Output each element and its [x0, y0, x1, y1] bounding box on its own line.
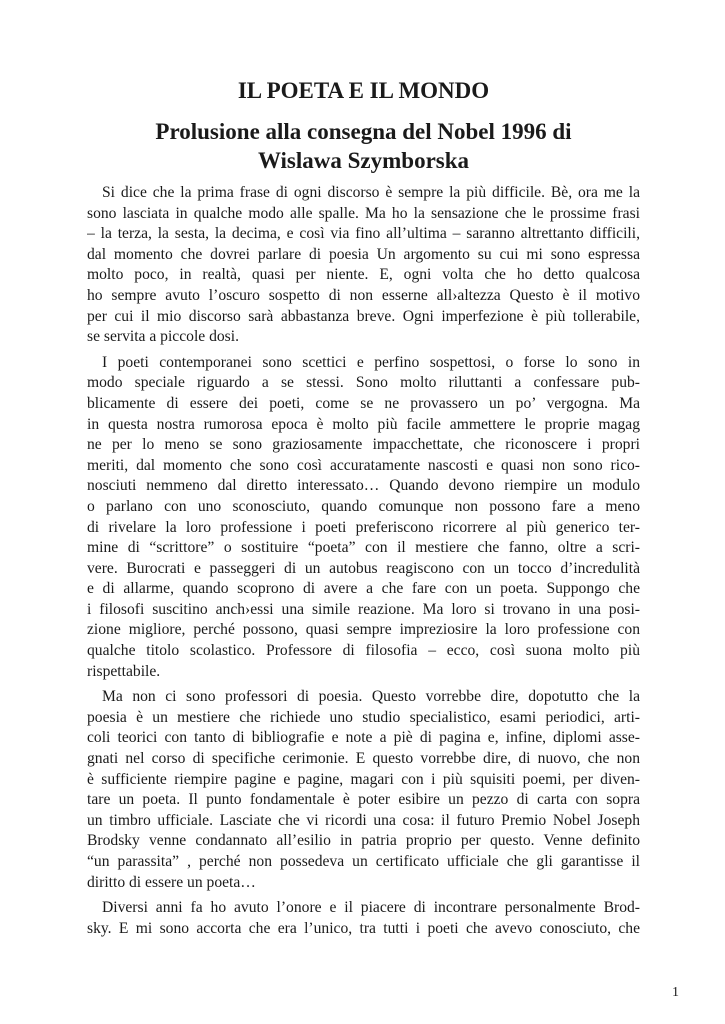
- text-line: vere. Burocrati e passeggeri di un autobus reagiscono con un tocco d’incredulità: [87, 559, 640, 577]
- text-line: blicamente di essere dei poeti, come se ne provassero un po’ vergogna. Ma: [87, 394, 640, 412]
- text-line: qualche titolo scolastico. Professore di filosofia – ecco, così suona molto più: [87, 642, 640, 660]
- text-line: “un parassita” , perché non possedeva un certificato ufficiale che gli garantisse il: [87, 853, 640, 870]
- text-line: e di allarme, quando scoprono di avere a che fare con un poeta. Suppongo che: [87, 580, 640, 598]
- text-line: modo speciale riguardo a se stessi. Sono molto riluttanti a confessare pub-: [87, 374, 640, 392]
- text-line: sky. E mi sono accorta che era l’unico, tra tutti i poeti che avevo conosciuto, che: [87, 919, 640, 937]
- text-line: rispettabile.: [87, 662, 161, 680]
- paragraph: [87, 687, 640, 893]
- document-title: IL POETA E IL MONDO: [237, 78, 490, 103]
- text-line: diritto di essere un poeta…: [87, 873, 256, 891]
- paragraph: [87, 183, 640, 348]
- page-number: 1: [672, 985, 679, 1000]
- text-line: gnati nel corso di specifiche cerimonie. E questo vorrebbe dire, di nuovo, che non: [87, 750, 640, 768]
- text-line: Si dice che la prima frase di ogni discorso è sempre la più difficile. Bè, ora me la: [102, 184, 640, 201]
- text-line: zione migliore, perché possono, quasi sempre impreziosire la loro professione con: [87, 621, 640, 639]
- text-line: ho sempre avuto l’oscuro sospetto di non esserne all›altezza Questo è il motivo: [87, 286, 640, 304]
- text-line: se servita a piccole dosi.: [87, 328, 239, 346]
- text-line: Ma non ci sono professori di poesia. Questo vorrebbe dire, dopotutto che la: [102, 688, 640, 706]
- paragraph: [87, 898, 640, 939]
- text-line: mine di “scrittore” o sostituire “poeta” con il mestiere che fanno, oltre a scri-: [87, 539, 640, 557]
- text-line: o parlano con uno sconosciuto, quando comunque non possono fare a meno: [87, 497, 640, 515]
- text-line: Brodsky venne condannato all’esilio in patria proprio per questo. Venne definito: [87, 832, 640, 850]
- text-line: nosciuti nemmeno dal diretto interessato… Quando devono riempire un modulo: [87, 477, 640, 495]
- text-line: dal momento che dovrei parlare di poesia Un argomento su cui mi sono espressa: [87, 245, 640, 263]
- text-line: meriti, dal momento che sono così accuratamente nascosti e quasi non sono rico-: [87, 456, 640, 474]
- body-text: [87, 183, 640, 939]
- document-page: [87, 76, 640, 944]
- subtitle-line: Wislawa Szymborska: [257, 148, 470, 173]
- text-line: – la terza, la sesta, la decima, e così via fino all’ultima – saranno altrettanto difficili,: [87, 225, 640, 243]
- text-line: per cui il mio discorso sarà abbastanza breve. Ogni imperfezione è più tollerabile,: [87, 307, 640, 325]
- text-line: in questa nostra rumorosa epoca è molto più facile ammettere le proprie magag: [87, 415, 640, 433]
- text-line: poesia è un mestiere che richiede uno studio specialistico, esami periodici, arti-: [87, 708, 640, 726]
- text-line: è sufficiente riempire pagine e pagine, magari con i più squisiti poemi, per diven-: [87, 770, 640, 788]
- text-line: un timbro ufficiale. Lasciate che vi ricordi una cosa: il futuro Premio Nobel Joseph: [87, 811, 640, 829]
- text-line: molto poco, in realtà, quasi per niente. E, ogni volta che ho detto qualcosa: [87, 266, 640, 284]
- text-line: I poeti contemporanei sono scettici e perfino sospettosi, o forse lo sono in: [102, 353, 640, 371]
- text-line: Diversi anni fa ho avuto l’onore e il piacere di incontrare personalmente Brod-: [102, 899, 640, 917]
- document-subtitle: [87, 117, 640, 175]
- text-line: coli teorici con tanto di bibliografie e note a piè di pagina e, infine, diplomi asse-: [87, 729, 640, 747]
- paragraph: [87, 353, 640, 683]
- text-line: sono lasciata in qualche modo alle spalle. Ma ho la sensazione che le prossime frasi: [87, 204, 640, 222]
- text-line: ne per lo meno se sono graziosamente impacchettate, che riconoscere i propri: [87, 436, 640, 454]
- text-line: i filosofi suscitino anch›essi una simile reazione. Ma loro si trovano in una posi-: [87, 600, 640, 618]
- subtitle-line: Prolusione alla consegna del Nobel 1996 di: [155, 119, 572, 144]
- text-line: tare un poeta. Il punto fondamentale è poter esibire un pezzo di carta con sopra: [87, 791, 640, 809]
- text-line: di rivelare la loro professione i poeti preferiscono ricorrere al più generico ter-: [87, 518, 640, 536]
